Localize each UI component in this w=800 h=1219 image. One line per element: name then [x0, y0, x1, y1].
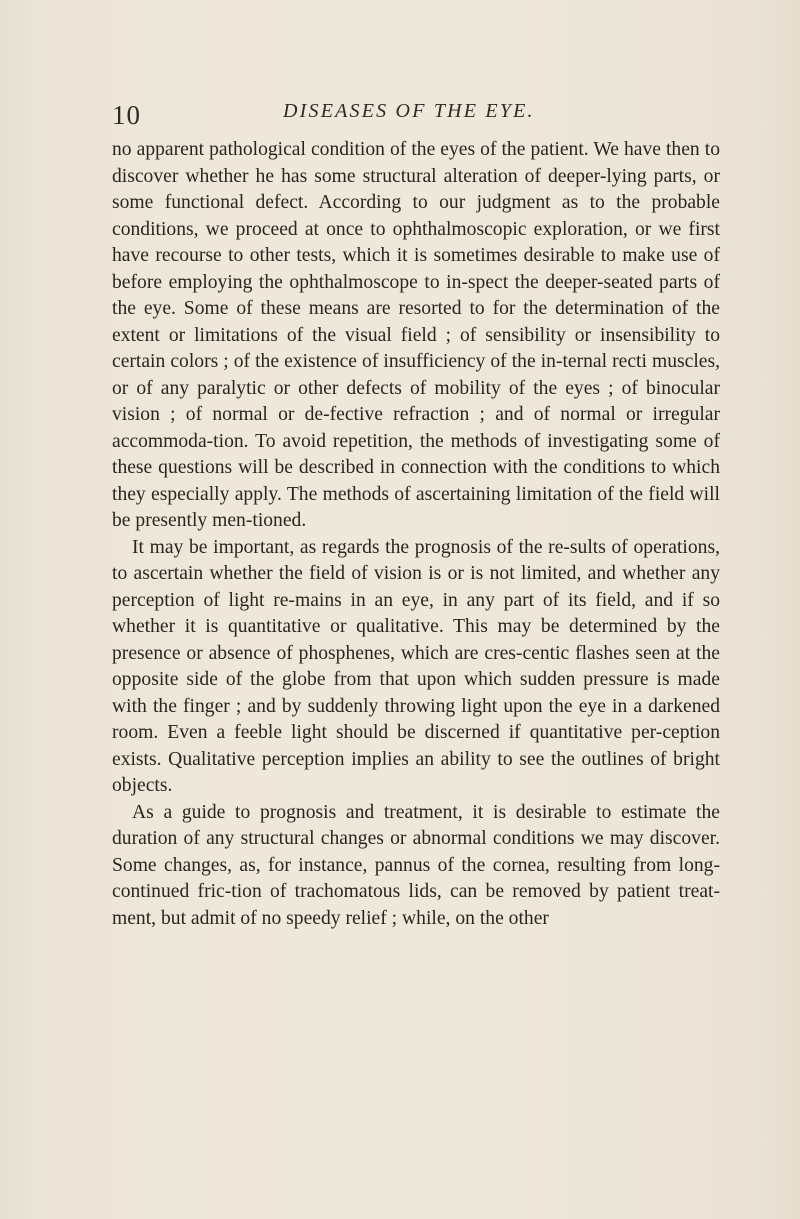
- page-number: 10: [112, 100, 141, 130]
- running-title: DISEASES OF THE EYE.: [283, 100, 535, 122]
- page-header: [0, 96, 800, 136]
- paragraph-2: It may be important, as regards the prognosis of the re-sults of operations, to ascertain whether the field of vision is or is not limited, and whether any perception of light re-mains in an eye, in any part of its field, and if so whether it is quantitative or qualitative. This may be determined by the presence or absence of phosphenes, which are cres-centic flashes seen at the opposite side of the globe from that upon which sudden pressure is made with the finger ; and by suddenly throwing light upon the eye in a darkened room. Even a feeble light should be discerned if quantitative per-ception exists. Qualitative perception implies an ability to see the outlines of bright objects.: [112, 536, 720, 796]
- paragraph-1: no apparent pathological condition of the eyes of the patient. We have then to discover whether he has some structural alteration of deeper-lying parts, or some functional defect. According to our judgment as to the probable conditions, we proceed at once to ophthalmoscopic exploration, or we first have recourse to other tests, which it is sometimes desirable to make use of before employing the ophthalmoscope to in-spect the deeper-seated parts of the eye. Some of these means are resorted to for the determination of the extent or limitations of the visual field ; of sensibility or insensibility to certain colors ; of the existence of insufficiency of the in-ternal recti muscles, or of any paralytic or other defects of mobility of the eyes ; of binocular vision ; of normal or de-fective refraction ; and of normal or irregular accommoda-tion. To avoid repetition, the methods of investigating some of these questions will be described in connection with the conditions to which they especially apply. The methods of ascertaining limitation of the field will be presently men-tioned.: [112, 139, 720, 531]
- paragraph-3: As a guide to prognosis and treatment, it is desirable to estimate the duration of any structural changes or abnormal conditions we may discover. Some changes, as, for instance, pannus of the cornea, resulting from long-continued fric-tion of trachomatous lids, can be removed by patient treat-ment, but admit of no speedy relief ; while, on the other: [112, 801, 720, 929]
- body-text: [112, 137, 720, 932]
